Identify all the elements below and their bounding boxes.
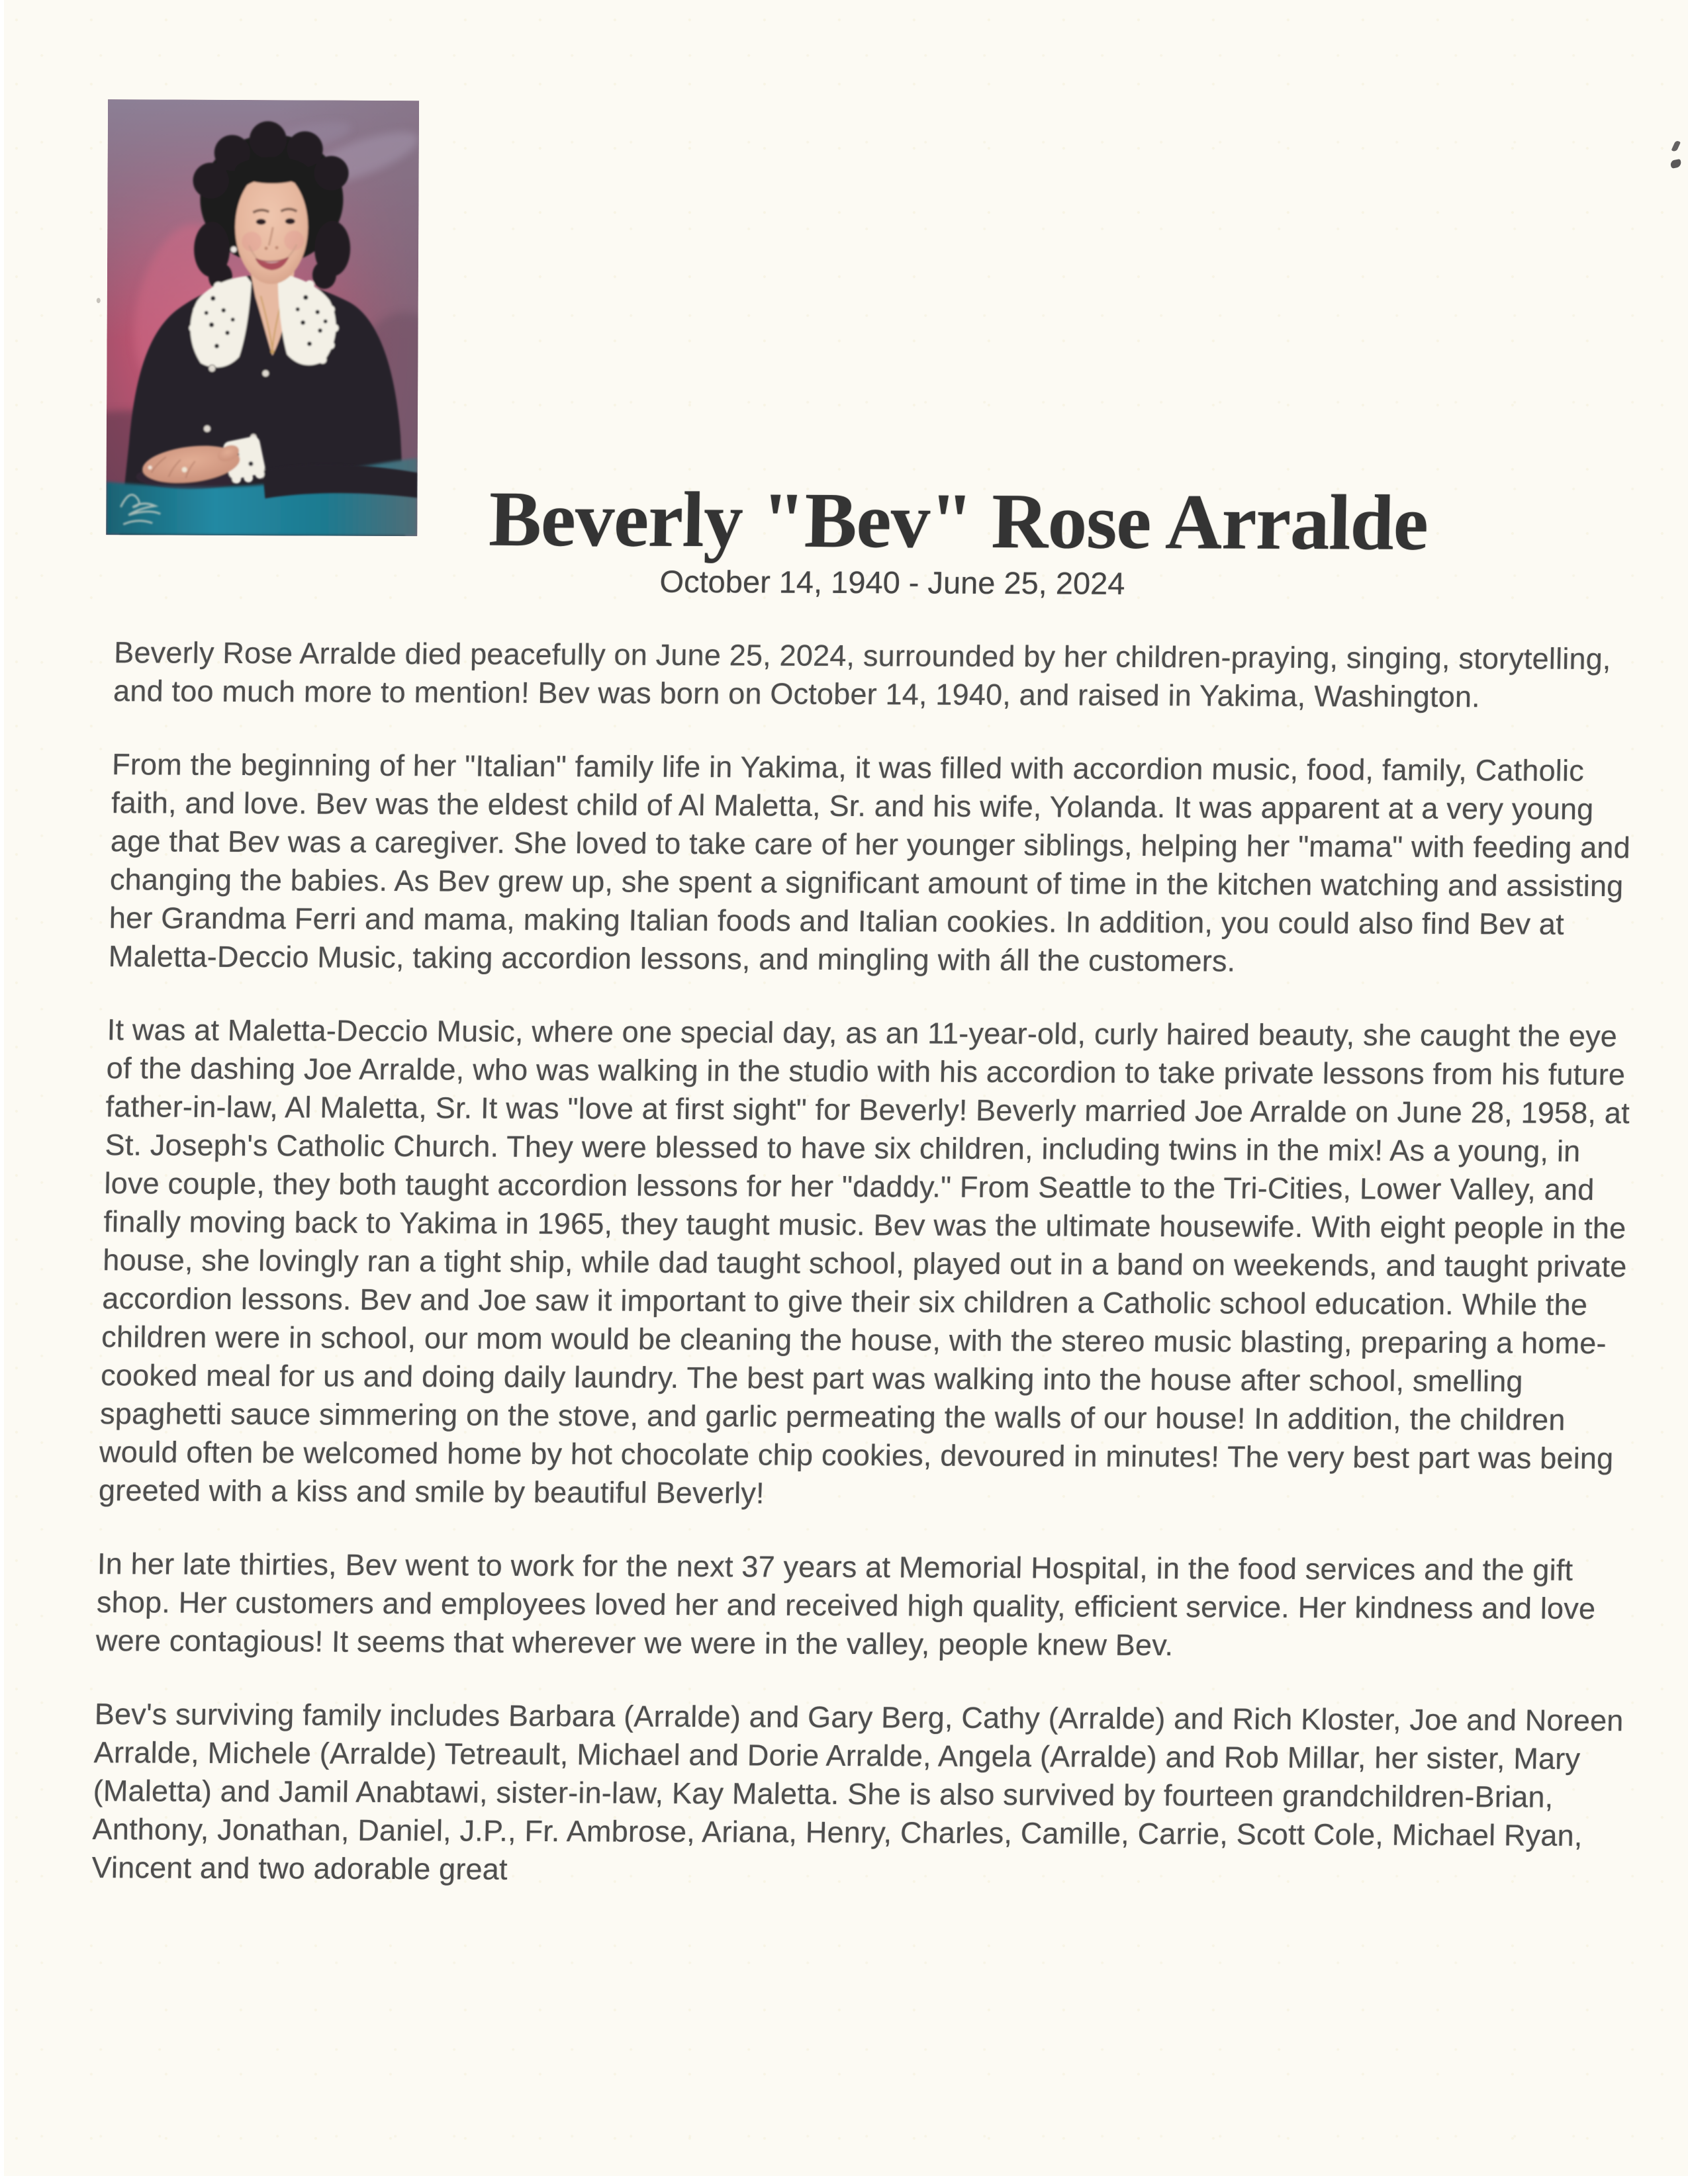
document-header (358, 475, 1558, 604)
scan-artifact-mark (97, 298, 101, 303)
obituary-paragraph-5: Bev's surviving family includes Barbara (Arralde) and Gary Berg, Cathy (Arralde) and Rich Kloster, Joe and Noreen Arralde, Michele (Arralde) Tetreault, Michael and Dorie Arralde, Angela (Arralde) and Rob Millar, her sister, Mary (Maletta) and Jamil Anabtawi, sister-in-law, Kay Maletta. She is also survived by fourteen grandchildren-Brian, Anthony, Jonathan, Daniel, J.P., Fr. Ambrose, Ariana, Henry, Charles, Camille, Carrie, Scott Cole, Michael Ryan, Vincent and two adorable great (91, 1697, 1624, 1886)
page-title: Beverly "Bev" Rose Arralde (488, 475, 1429, 567)
obituary-paragraph-4: In her late thirties, Bev went to work for the next 37 years at Memorial Hospital, in the food services and the gift shop. Her customers and employees loved her and received high quality, efficient service. Her kindness and love were contagious! It seems that wherever we were in the valley, people knew Bev. (95, 1547, 1596, 1662)
portrait-illustration (106, 99, 419, 536)
scan-edge-bottom (0, 2176, 1688, 2184)
obituary-text (91, 633, 1650, 1893)
obituary-paragraph-1: Beverly Rose Arralde died peacefully on June 25, 2024, surrounded by her children-praying, singing, storytelling, and too much more to mention! Bev was born on October 14, 1940, and raised in Yakima, Washington. (113, 635, 1612, 714)
obituary-paragraph-3: It was at Maletta-Deccio Music, where one special day, as an 11-year-old, curly haired beauty, she caught the eye of the dashing Joe Arralde, who was walking in the studio with his accordion to take private lessons from his future father-in-law, Al Maletta, Sr. It was "love at first sight" for Beverly! Beverly married Joe Arralde on June 28, 1958, at St. Joseph's Catholic Church. They were blessed to have six children, including twins in the mix! As a young, in love couple, they both taught accordion lessons for her "daddy." From Seattle to the Tri-Cities, Lower Valley, and finally moving back to Yakima in 1965, they taught music. Bev was the ultimate housewife. With eight people in the house, she lovingly ran a tight ship, while dad taught school, played out in a band on weekends, and taught private accordion lessons. Bev and Joe saw it important to give their six children a Catholic school education. While the children were in school, our mom would be cleaning the house, with the stereo music blasting, preparing a home-cooked meal for us and doing daily laundry. The best part was walking into the house after school, smelling spaghetti sauce simmering on the stove, and garlic permeating the walls of our house! In addition, the children would often be welcomed home by hot chocolate chip cookies, devoured in minutes! The very best part was being greeted with a kiss and smile by beautiful Beverly! (98, 1013, 1630, 1510)
scan-edge-left (0, 0, 4, 2184)
obituary-paragraph-2: From the beginning of her "Italian" family life in Yakima, it was filled with accordion music, food, family, Catholic faith, and love. Bev was the eldest child of Al Maletta, Sr. and his wife, Yolanda. It was apparent at a very young age that Bev was a caregiver. She loved to take care of her younger siblings, helping her "mama" with feeding and changing the babies. As Bev grew up, she spent a significant amount of time in the kitchen watching and assisting her Grandma Ferri and mama, making Italian foods and Italian cookies. In addition, you could also find Bev at Maletta-Deccio Music, taking accordion lessons, and mingling with áll the customers. (108, 747, 1631, 978)
life-dates: October 14, 1940 - June 25, 2024 (659, 563, 1125, 601)
ink-speck (1670, 159, 1682, 169)
portrait-photo (106, 99, 419, 536)
ink-speck (1671, 140, 1681, 153)
